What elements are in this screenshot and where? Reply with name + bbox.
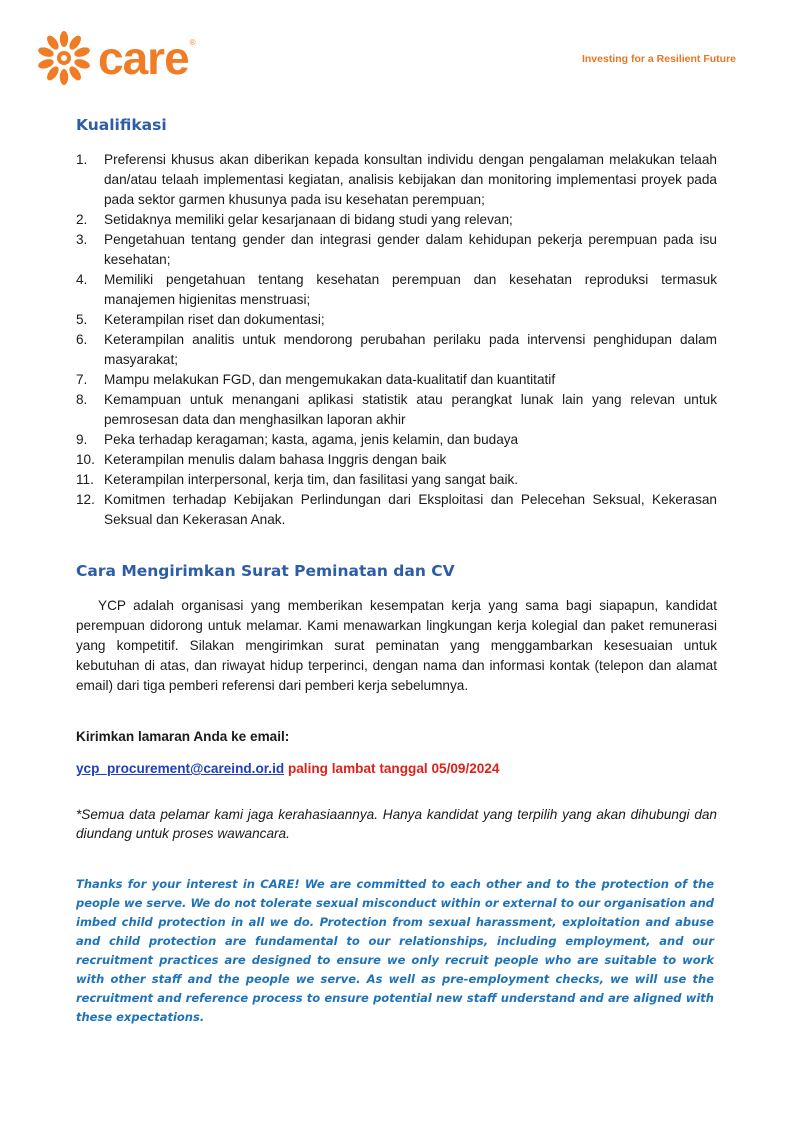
qualifications-list <box>76 150 717 530</box>
send-label: Kirimkan lamaran Anda ke email: <box>76 729 290 744</box>
list-item: 9. Peka terhadap keragaman; kasta, agama, jenis kelamin, dan budaya <box>76 432 519 447</box>
deadline-text: paling lambat tanggal 05/09/2024 <box>284 761 500 776</box>
list-item: 4. Memiliki pengetahuan tentang kesehatan perempuan dan kesehatan reproduksi termasuk manajemen higienitas menstruasi; <box>76 272 717 307</box>
list-item: 10. Keterampilan menulis dalam bahasa Inggris dengan baik <box>76 452 447 467</box>
email-line <box>76 759 717 779</box>
list-item: 1. Preferensi khusus akan diberikan kepada konsultan individu dengan pengalaman melakukan telaah dan/atau telaah implementasi kegiatan, analisis kebijakan dan monitoring implementasi proyek pada pada sektor garmen khusunya pada isu kesehatan perempuan; <box>76 152 717 207</box>
page-header <box>36 30 736 90</box>
care-burst-icon <box>36 30 92 86</box>
application-paragraph: YCP adalah organisasi yang memberikan kesempatan kerja yang sama bagi siapapun, kandidat perempuan didorong untuk melamar. Kami menawarkan lingkungan kerja kolegial dan paket remunerasi yang kompetitif. Silakan mengirimkan surat peminatan yang menggambarkan kesesuaian untuk kebutuhan di atas, dan riwayat hidup terperinci, dengan nama dan informasi kontak (telepon dan alamat email) dari tiga pemberi referensi dari pemberi kerja sebelumnya. <box>76 598 717 693</box>
list-item: 7. Mampu melakukan FGD, dan mengemukakan data-kualitatif dan kuantitatif <box>76 372 556 387</box>
logo-wordmark: care <box>98 32 189 84</box>
header-tagline: Investing for a Resilient Future <box>581 53 736 65</box>
email-link[interactable]: ycp_procurement@careind.or.id <box>76 761 285 776</box>
care-logo <box>36 30 196 86</box>
registered-mark: ® <box>189 37 196 47</box>
list-item: 11. Keterampilan interpersonal, kerja tim, dan fasilitasi yang sangat baik. <box>76 472 519 487</box>
safeguarding-statement: Thanks for your interest in CARE! We are committed to each other and to the protection of the people we serve. We do not tolerate sexual misconduct within or external to our organisation and imbed child protection in all we do. Protection from sexual harassment, exploitation and abuse and child protection are fundamental to our relationships, including employment, and our recruitment practices are designed to ensure we only recruit people who are suitable to work with other staff and the people we serve. As well as pre-employment checks, we will use the recruitment and reference process to ensure potential new staff understand and are aligned with these expectations. <box>76 877 714 1024</box>
list-item: 2. Setidaknya memiliki gelar kesarjanaan di bidang studi yang relevan; <box>76 212 513 227</box>
qualifications-heading: Kualifikasi <box>76 116 167 134</box>
document-body <box>76 114 717 1027</box>
list-item: 5. Keterampilan riset dan dokumentasi; <box>76 312 325 327</box>
list-item: 3. Pengetahuan tentang gender dan integrasi gender dalam kehidupan pekerja perempuan pada isu kesehatan; <box>76 232 717 267</box>
privacy-note: *Semua data pelamar kami jaga kerahasiaannya. Hanya kandidat yang terpilih yang akan dihubungi dan diundang untuk proses wawancara. <box>76 807 717 841</box>
list-item: 12. Komitmen terhadap Kebijakan Perlindungan dari Eksploitasi dan Pelecehan Seksual, Kekerasan Seksual dan Kekerasan Anak. <box>76 492 717 527</box>
application-heading: Cara Mengirimkan Surat Peminatan dan CV <box>76 562 455 580</box>
list-item: 8. Kemampuan untuk menangani aplikasi statistik atau perangkat lunak lain yang relevan untuk pemrosesan data dan menghasilkan laporan akhir <box>76 392 717 427</box>
list-item: 6. Keterampilan analitis untuk mendorong perubahan perilaku pada intervensi penghidupan dalam masyarakat; <box>76 332 717 367</box>
